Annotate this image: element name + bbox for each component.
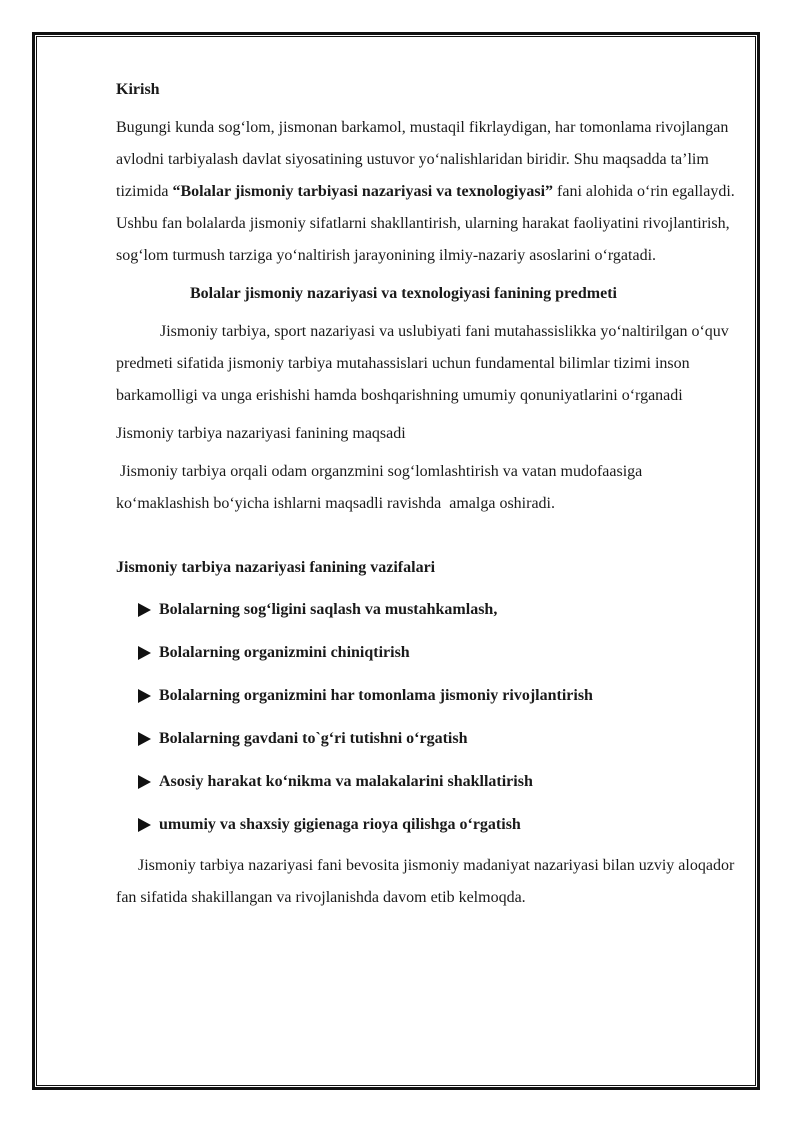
tasks-heading: Jismoniy tarbiya nazariyasi fanining vazifalari bbox=[116, 559, 436, 576]
intro-text-end: fani alohida o‘rin egallaydi. Ushbu fan bolalarda jismoniy sifatlarni shakllantirish, ularning harakat faoliyatini rivojlantirish, sog‘lom turmush tarziga yo‘naltirish jarayonining ilmiy-nazariy asoslarini o‘rgatadi. bbox=[116, 183, 735, 264]
triangle-right-icon bbox=[138, 775, 151, 789]
triangle-right-icon bbox=[138, 689, 151, 703]
task-label: Asosiy harakat ko‘nikma va malakalarini shakllatirish bbox=[159, 772, 533, 790]
task-label: Bolalarning gavdani to`g‘ri tutishni o‘rgatish bbox=[159, 729, 468, 747]
intro-text-start: Bugungi kunda sog‘lom, jismonan barkamol, mustaqil fikrlaydigan, har tomonlama rivojlangan avlodni tarbiyalash davlat siyosatining ustuvor yo‘nalishlaridan biridir. Shu maqsadda ta’lim tizimida bbox=[116, 119, 729, 200]
task-label: Bolalarning organizmini chiniqtirish bbox=[159, 643, 410, 661]
closing-paragraph: Jismoniy tarbiya nazariyasi fani bevosita jismoniy madaniyat nazariyasi bilan uzviy aloqador fan sifatida shakillangan va rivojlanishda davom etib kelmoqda. bbox=[116, 857, 735, 906]
intro-paragraph bbox=[116, 112, 736, 272]
list-item bbox=[138, 803, 736, 846]
tasks-list bbox=[116, 588, 736, 846]
triangle-right-icon bbox=[138, 603, 151, 617]
task-label: Bolalarning sog‘ligini saqlash va mustahkamlash, bbox=[159, 600, 498, 618]
list-item bbox=[138, 760, 736, 803]
list-item bbox=[138, 631, 736, 674]
triangle-right-icon bbox=[138, 732, 151, 746]
list-item bbox=[138, 717, 736, 760]
course-name: “Bolalar jismoniy tarbiyasi nazariyasi va texnologiyasi” bbox=[172, 183, 554, 200]
subject-heading: Bolalar jismoniy nazariyasi va texnologiyasi fanining predmeti bbox=[190, 285, 617, 302]
subject-paragraph: Jismoniy tarbiya, sport nazariyasi va uslubiyati fani mutahassislikka yo‘naltirilgan o‘quv predmeti sifatida jismoniy tarbiya mutahassislari uchun fundamental bilimlar tizimi inson barkamolligi va unga erishishi hamda boshqarishning umumiy qonuniyatlarini o‘rganadi bbox=[116, 323, 729, 404]
section-title: Kirish bbox=[116, 81, 160, 98]
goal-paragraph: Jismoniy tarbiya orqali odam organzmini sog‘lomlashtirish va vatan mudofaasiga ko‘maklashish bo‘yicha ishlarni maqsadli ravishda amalga oshiradi. bbox=[116, 463, 647, 512]
goal-heading: Jismoniy tarbiya nazariyasi fanining maqsadi bbox=[116, 425, 406, 442]
triangle-right-icon bbox=[138, 646, 151, 660]
task-label: umumiy va shaxsiy gigienaga rioya qilishga o‘rgatish bbox=[159, 815, 521, 833]
document-body bbox=[116, 74, 736, 914]
list-item bbox=[138, 588, 736, 631]
task-label: Bolalarning organizmini har tomonlama jismoniy rivojlantirish bbox=[159, 686, 593, 704]
list-item bbox=[138, 674, 736, 717]
triangle-right-icon bbox=[138, 818, 151, 832]
